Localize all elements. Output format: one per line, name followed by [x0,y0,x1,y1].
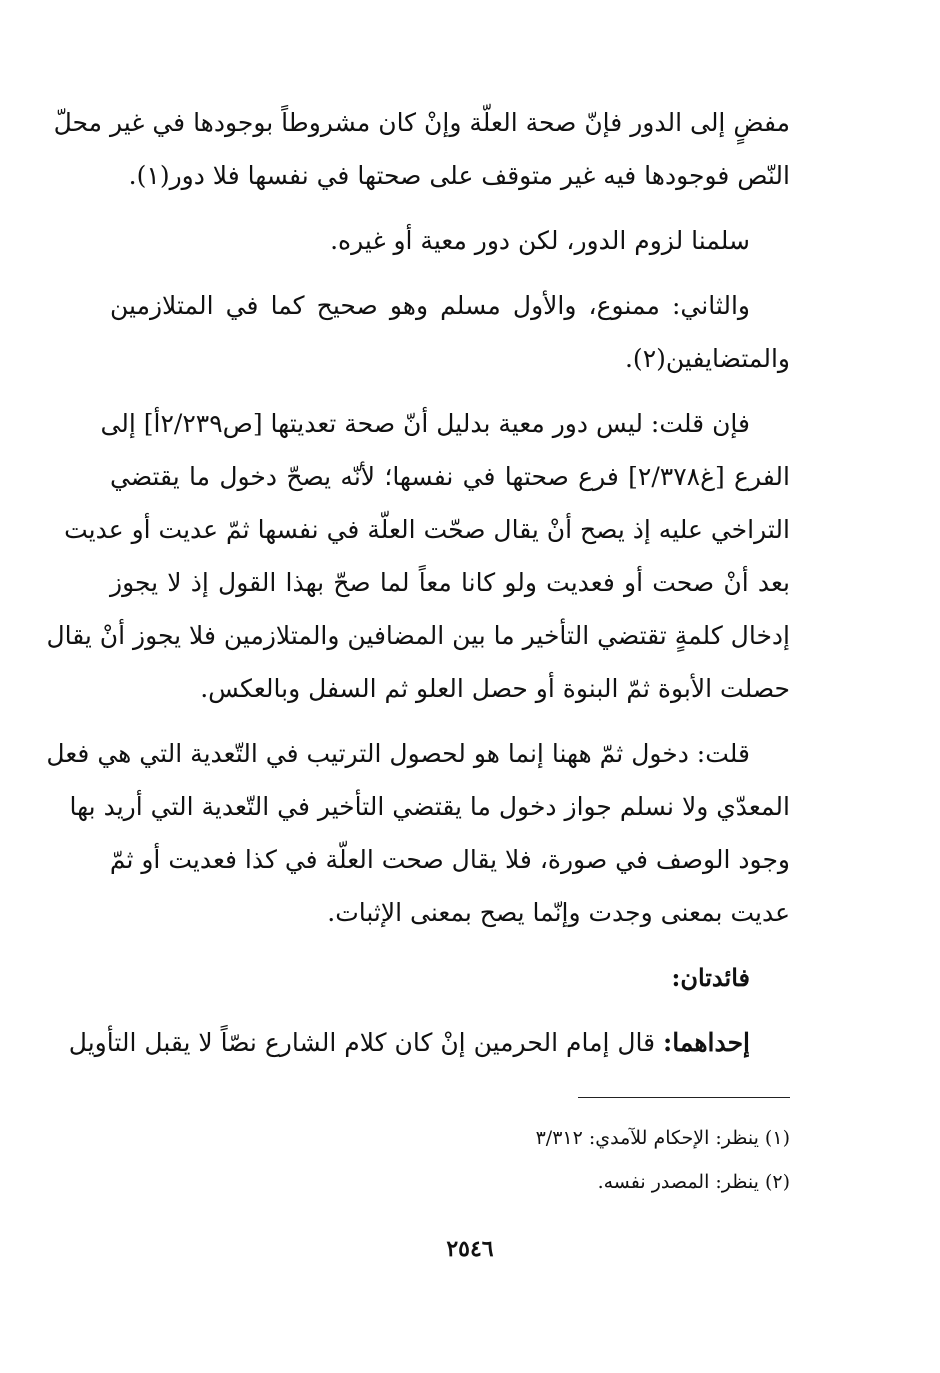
text-line: سلمنا لزوم الدور، لكن دور معية أو غيره. [330,226,750,255]
text-line: والثاني: ممنوع، والأول مسلم وهو صحيح كما في المتلازمين [110,291,750,320]
paragraph-2 [110,214,790,267]
text-line: المعدّي ولا نسلم جواز دخول ما يقتضي التأخير في التّعدية التي أريد بها [69,792,790,821]
text-line: وجود الوصف في صورة، فلا يقال صحت العلّة في كذا فعديت أو ثمّ [109,845,790,874]
paragraph-lead: إحداهما: [663,1028,750,1057]
footnote-divider [578,1097,790,1098]
text-line: فإن قلت: ليس دور معية بدليل أنّ صحة تعديتها [ص٢/٢٣٩أ] إلى [100,409,750,438]
footnote-2: (٢) ينظر: المصدر نفسه. [597,1171,790,1193]
text-line: والمتضايفين(٢). [624,344,790,373]
text-line: النّص فوجودها فيه غير متوقف على صحتها في نفسها فلا دور(١). [128,161,790,190]
page-number: ٢٥٤٦ [446,1236,494,1262]
paragraph-6 [68,1016,790,1069]
section-heading: فائدتان: [671,963,750,992]
text-line: قلت: دخول ثمّ ههنا إنما هو لحصول الترتيب في التّعدية التي هي فعل [46,739,750,768]
text-line: التراخي عليه إذ يصح أنْ يقال صحّت العلّة في نفسها ثمّ عديت أو عديت [64,515,790,544]
footnote-1: (١) ينظر: الإحكام للآمدي: ٣/٣١٢ [535,1127,790,1149]
text-line: حصلت الأبوة ثمّ البنوة أو حصل العلو ثم السفل وبالعكس. [200,674,790,703]
text-line: الفرع [غ٢/٣٧٨] فرع صحتها في نفسها؛ لأنّه يصحّ دخول ما يقتضي [110,462,790,491]
text-line: إدخال كلمةٍ تقتضي التأخير ما بين المضافين والمتلازمين فلا يجوز أنْ يقال [46,621,790,650]
footnotes [110,1116,790,1204]
text-line [68,1016,790,1069]
text-line: عديت بمعنى وجدت وإنّما يصح بمعنى الإثبات. [327,898,790,927]
paragraph-5 [46,727,790,939]
paragraph-text: قال إمام الحرمين إنْ كان كلام الشارع نصّاً لا يقبل التأويل [68,1028,664,1057]
text-line: مفضٍ إلى الدور فإنّ صحة العلّة وإنْ كان مشروطاً بوجودها في غير محلّ [53,108,790,137]
paragraph-1 [53,96,790,202]
paragraph-4 [46,397,790,715]
text-line: بعد أنْ صحت أو فعديت ولو كانا معاً لما صحّ بهذا القول إذ لا يجوز [110,568,790,597]
paragraph-3 [110,279,790,385]
page-body [46,96,790,1081]
